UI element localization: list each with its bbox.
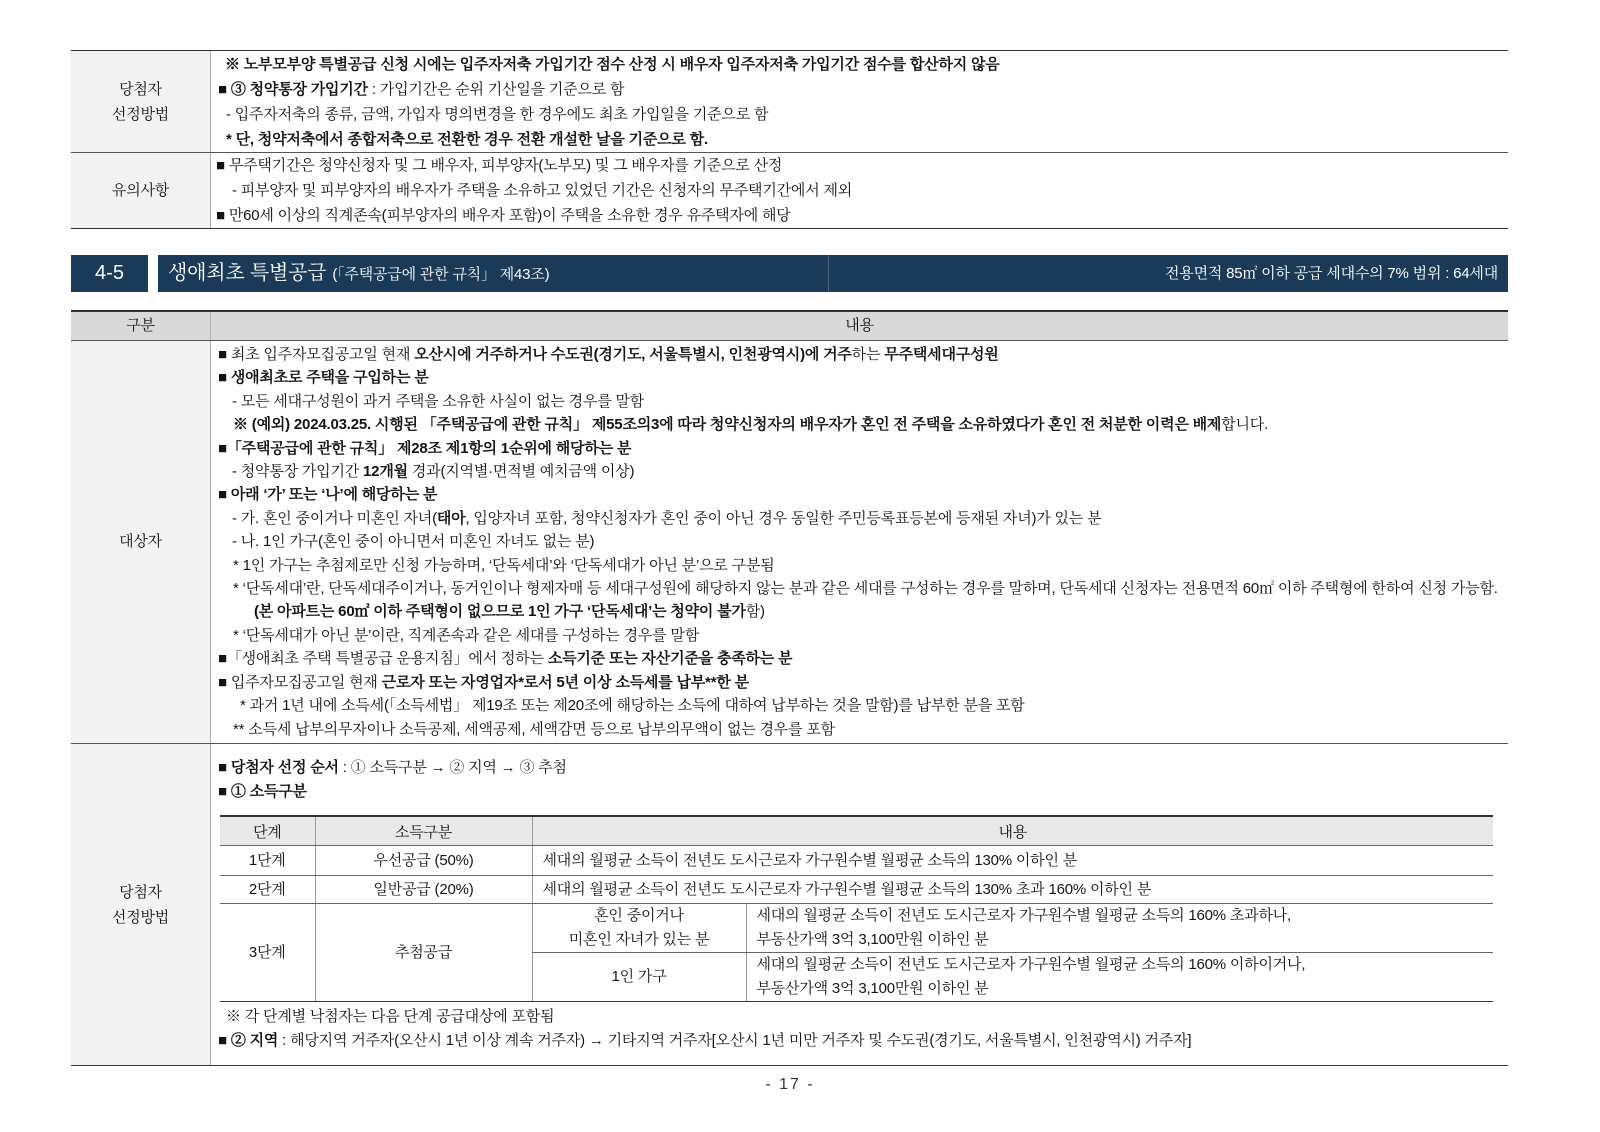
section-title-text: 생애최초 특별공급 [168,262,327,284]
text-segment: * 과거 1년 내에 소득세(「소득세법」 제19조 또는 제20조에 해당하는 소득에 대하여 납부하는 것을 말함)를 납부한 분을 포함 [240,697,1025,715]
text-line [211,1005,1502,1029]
row-label [71,744,211,1066]
text-segment: - 가. 혼인 중이거나 미혼인 자녀( [232,509,437,527]
text-segment: ■ [218,1032,231,1050]
section-number: 4-5 [71,255,148,292]
emphasis-text: 무주택세대구성원 [884,346,999,363]
text-paragraph [211,577,1502,624]
income-type-cell: 일반공급 (20%) [315,876,532,904]
text-line [211,507,1502,530]
header-stage: 단계 [220,816,315,846]
text-segment: ■ [218,758,231,776]
text-line [211,153,1502,178]
content-line: 부동산가액 3억 3,100만원 이하인 분 [756,931,989,949]
content-line: 부동산가액 3억 3,100만원 이하인 분 [756,980,989,998]
target-line: 미혼인 자녀가 있는 분 [568,931,710,949]
emphasis-text: 오산시에 거주하거나 수도권(경기도, 서울특별시, 인천광역시)에 거주 [414,346,852,363]
main-table [71,310,1508,1066]
text-line [211,460,1502,483]
text-line [211,624,1502,647]
emphasis-text: ■「주택공급에 관한 규칙」 제28조 제1항의 1순위에 해당하는 분 [218,439,632,457]
header-income-type: 소득구분 [315,816,532,846]
text-segment: * ‘단독세대가 아닌 분’이란, 직계존속과 같은 세대를 구성하는 경우를 말함 [233,626,699,644]
content-line: 세대의 월평균 소득이 전년도 도시근로자 가구원수별 월평균 소득의 160% 초과하나, [756,907,1292,925]
table-row [71,51,1508,152]
table-row [71,743,1508,1066]
row-label-line: 당첨자 [119,883,162,901]
table-row [220,876,1493,904]
text-line [211,52,1502,77]
row-content [211,341,1508,743]
text-line [211,390,1502,413]
row-label-line: 유의사항 [111,182,170,199]
stage-cell: 1단계 [220,846,315,876]
text-line [211,102,1502,127]
text-segment: - 입주자저축의 종류, 금액, 가입자 명의변경을 한 경우에도 최초 가입일을 기준으로 함 [226,106,769,123]
text-line [211,718,1502,741]
emphasis-text: (본 아파트는 60㎡ 이하 주택형이 없으므로 1인 가구 ‘단독세대’는 청약이 불가 [254,603,746,621]
content-cell [746,904,1493,953]
content-cell: 세대의 월평균 소득이 전년도 도시근로자 가구원수별 월평균 소득의 130% 초과 160% 이하인 분 [532,876,1493,904]
text-segment: ■ 무주택기간은 청약신청자 및 그 배우자, 피부양자(노부모) 및 그 배우자를 기준으로 산정 [216,157,783,174]
target-line: 혼인 중이거나 [594,907,684,925]
text-line [211,127,1502,152]
text-line [211,1029,1502,1053]
emphasis-text: ■ 아래 ‘가’ 또는 ‘나’에 해당하는 분 [218,486,438,504]
emphasis-text: 12개월 [363,463,408,481]
text-segment: ■ 최초 입주자모집공고일 현재 [218,346,415,363]
text-segment: ■ [218,81,231,98]
income-table [220,815,1493,1003]
emphasis-text: 당첨자 선정 순서 [230,758,339,776]
row-label-line: 선정방법 [111,908,170,926]
row-content [211,51,1508,152]
text-segment: ■ 입주자모집공고일 현재 [218,673,382,691]
text-segment: : ① 소득구분 → ② 지역 → ③ 추첨 [338,758,567,776]
text-segment: ** 소득세 납부의무자이나 소득공제, 세액공제, 세액감면 등으로 납부의무액이 없는 경우를 포함 [233,720,835,738]
text-segment: - 청약통장 가입기간 [232,463,364,481]
text-line [211,178,1502,203]
text-line [211,366,1502,389]
text-line [211,483,1502,506]
section-title [168,255,549,293]
table-row [220,846,1493,876]
row-label-line: 당첨자 [119,80,162,98]
text-line [211,413,1502,436]
section-divider [828,255,829,292]
text-segment: 함) [745,603,765,621]
emphasis-text: ※ (예외) 2024.03.25. 시행된 「주택공급에 관한 규칙」 제55조의3에 따라 청약신청자의 배우자가 혼인 전 주택을 소유하였다가 혼인 전 처분한 이력은 배제 [233,416,1222,434]
page-number: - 17 - [765,1076,815,1093]
row-label-line: 대상자 [119,533,162,551]
table-row [220,904,1493,953]
text-line [211,671,1502,694]
target-line: 1인 가구 [611,968,667,986]
text-segment: * 1인 가구는 추첨제로만 신청 가능하며, ‘단독세대’와 ‘단독세대가 아닌 분’으로 구분됨 [233,556,775,574]
content-line: 세대의 월평균 소득이 전년도 도시근로자 가구원수별 월평균 소득의 160% 이하이거나, [756,956,1306,974]
text-line [211,647,1502,670]
text-line [211,437,1502,460]
emphasis-text: ■ 생애최초로 주택을 구입하는 분 [218,369,429,387]
emphasis-text: 근로자 또는 자영업자*로서 5년 이상 소득세를 납부**한 분 [381,673,749,691]
table-header [71,312,1508,341]
row-label-line: 선정방법 [111,105,170,123]
content-cell: 세대의 월평균 소득이 전년도 도시근로자 가구원수별 월평균 소득의 130% 이하인 분 [532,846,1493,876]
row-label [71,51,211,152]
text-line [211,343,1502,366]
text-segment: 경과(지역별·면적별 예치금액 이상) [407,463,635,481]
header-content: 내용 [845,317,874,334]
emphasis-text: ③ 청약통장 가입기간 [230,81,368,98]
row-content [211,744,1508,1066]
income-type-cell: 우선공급 (50%) [315,846,532,876]
continuation-table [71,50,1508,229]
target-cell [532,904,746,953]
text-line [211,756,1502,780]
text-line [211,203,1502,228]
text-line [211,530,1502,553]
emphasis-text: ■ ① 소득구분 [218,782,307,800]
content-cell [746,953,1493,1002]
text-line [211,77,1502,102]
header-category: 구분 [71,312,211,340]
emphasis-text: 소득기준 또는 자산기준을 충족하는 분 [547,650,793,668]
table-row [71,341,1508,743]
text-segment: , 입양자녀 포함, 청약신청자가 혼인 중이 아닌 경우 동일한 주민등록표등본에 등재된 자녀)가 있는 분 [465,509,1102,527]
emphasis-text: 태아 [436,509,466,527]
income-type-cell: 추첨공급 [315,904,532,1002]
text-segment: : 해당지역 거주자(오산시 1년 이상 계속 거주자) → 기타지역 거주자[오산시 1년 미만 거주자 및 수도권(경기도, 서울특별시, 인천광역시) 거주자] [278,1032,1192,1050]
target-cell [532,953,746,1002]
text-segment: ■ 만60세 이상의 직계존속(피부양자의 배우자 포함)이 주택을 소유한 경우 유주택자에 해당 [216,207,791,224]
text-segment: - 나. 1인 가구(혼인 중이 아니면서 미혼인 자녀도 없는 분) [232,533,595,551]
section-summary: 전용면적 85㎡ 이하 공급 세대수의 7% 범위 : 64세대 [1165,265,1498,282]
stage-cell: 3단계 [220,904,315,1002]
emphasis-text: * 단, 청약저축에서 종합저축으로 전환한 경우 전환 개설한 날을 기준으로 함. [226,131,708,148]
row-label [71,341,211,743]
table-row [71,152,1508,228]
emphasis-text: ※ 노부모부양 특별공급 신청 시에는 입주자저축 가입기간 점수 산정 시 배우자 입주자저축 가입기간 점수를 합산하지 않음 [225,56,1000,73]
emphasis-text: ② 지역 [230,1032,279,1050]
income-table-header [220,816,1493,846]
text-segment: ※ 각 단계별 낙첨자는 다음 단계 공급대상에 포함됨 [226,1008,555,1026]
text-segment: - 피부양자 및 피부양자의 배우자가 주택을 소유하고 있었던 기간은 신청자의 무주택기간에서 제외 [232,182,853,199]
text-segment: : 가입기간은 순위 기산일을 기준으로 함 [367,81,625,98]
text-line [211,694,1502,717]
header-content: 내용 [532,816,1493,846]
text-segment: 합니다. [1221,416,1269,434]
text-segment: - 모든 세대구성원이 과거 주택을 소유한 사실이 없는 경우를 말함 [232,392,645,410]
text-line [211,780,1502,804]
text-segment: ■「생애최초 주택 특별공급 운용지침」에서 정하는 [218,650,548,668]
text-segment: * ‘단독세대’란, 단독세대주이거나, 동거인이나 형제자매 등 세대구성원에 해당하지 않는 분과 같은 세대를 구성하는 경우를 말하며, 단독세대 신청자는 전용면적 60㎡ 이하 주택형에 한하여 신청 가능함. [233,580,1498,598]
text-segment: 하는 [851,346,885,363]
row-content [211,153,1508,228]
row-label [71,153,211,228]
stage-cell: 2단계 [220,876,315,904]
text-line [211,554,1502,577]
section-title-bar [158,255,1508,292]
section-subtitle: (「주택공급에 관한 규칙」 제43조) [332,266,550,283]
